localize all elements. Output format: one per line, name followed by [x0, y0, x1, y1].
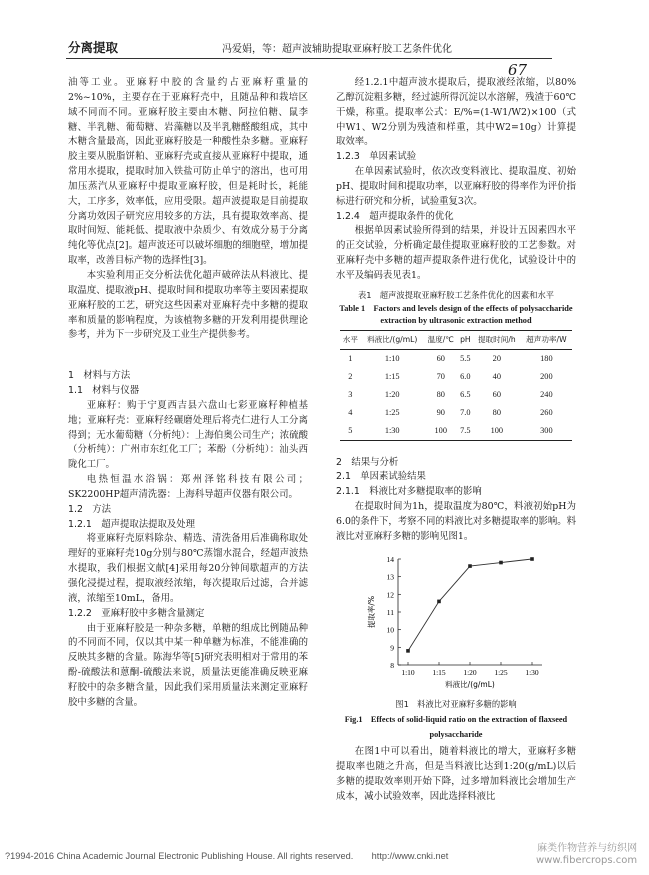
- table-cell: 60: [436, 353, 445, 363]
- subsection-heading: 1.2.1 超声提取法提取及处理: [68, 518, 195, 530]
- table-cell: 1:30: [361, 422, 424, 441]
- line-chart: [336, 547, 576, 697]
- paragraph: 油等工业。亚麻籽中胶的含量约占亚麻籽重量的2%~10%，主要存在于亚麻籽壳中，且随品种和栽培区域不同而不同。亚麻籽胶主要由木糖、阿拉伯糖、鼠李糖、半乳糖、葡萄糖、岩藻糖以及半乳糖醛酸组成，其中木糖含量最高，因此亚麻籽胶是一种酸性杂多糖。亚麻籽胶主要从脱脂饼粕、亚麻籽壳或直接从亚麻籽中提取，通常用水提取，提取时加入铁盐可防止单宁的溶出，也可用加压蒸汽从亚麻籽中提取亚麻籽胶，但是耗时长，耗能大，工序多，效率低，应用受限。超声波提取是目前提取分离功效因子研究应用较多的方法，具有提取效率高、提取时间短、能耗低、提取液中杂质少、有效成分易于分离纯化等优点[2]。超声波还可以破坏细胞的细胞壁，增加提取率，改善目标产物的选择性[3]。: [68, 77, 308, 267]
- paragraph: 本实验利用正交分析法优化超声破碎法从料液比、提取温度、提取液pH、提取时间和提取功率等主要因素提取亚麻籽胶的工艺，研究这些因素对亚麻籽壳中多糖的提取率和质量的影响程度，为该植物多糖的开发利用提供理论参考，并为下一步研究及工业生产提供参考。: [68, 269, 308, 341]
- table-cell: 240: [540, 389, 553, 399]
- table-cell: 1:15: [384, 371, 400, 381]
- figure-caption-en: Fig.1 Effects of solid-liquid ratio on the extraction of flaxseed: [344, 715, 568, 725]
- table-row: [340, 404, 572, 422]
- data-point: [406, 649, 410, 653]
- table-cell: 7.0: [460, 407, 471, 417]
- x-tick-label: 1:25: [494, 667, 508, 677]
- table-cell: 180: [540, 353, 553, 363]
- table-cell: 80: [436, 389, 445, 399]
- table-cell: 5: [340, 422, 361, 441]
- data-point: [468, 564, 472, 568]
- x-tick-label: 1:30: [525, 667, 539, 677]
- table-header-cell: 水平: [340, 330, 361, 349]
- table-cell: 5.5: [460, 353, 471, 363]
- y-tick-label: 9: [390, 642, 394, 652]
- section-heading: 1 材料与方法: [68, 370, 131, 382]
- paragraph: 在提取时间为1h，提取温度为80℃，料液初始pH为6.0的条件下，考察不同的料液比对多糖提取率的影响。料液比对亚麻籽多糖的影响见图1。: [336, 501, 576, 542]
- left-column: [68, 76, 308, 711]
- data-point: [499, 560, 503, 564]
- paragraph: 经1.2.1中超声波水提取后，提取液经浓缩，以80%乙醇沉淀粗多糖，经过滤所得沉淀以水溶解，残渣于60℃干燥，称重。提取率公式：E/%=(1-W1/W2)×100（式中W1、W2分别为残渣和样重，其中W2=10g）计算提取效率。: [336, 77, 576, 148]
- table-cell: 90: [436, 407, 445, 417]
- table-caption-en: extraction by ultrasonic extraction method: [380, 315, 532, 325]
- figure-1: [336, 547, 576, 697]
- table-cell: 20: [492, 353, 501, 363]
- copyright-footer: ?1994-2016 China Academic Journal Electronic Publishing House. All rights reserved. http://www.cnki.net: [5, 851, 449, 861]
- table-cell: 1:20: [384, 389, 400, 399]
- right-column: [336, 76, 576, 805]
- figure-caption-en: polysaccharide: [429, 730, 483, 740]
- x-tick-label: 1:15: [432, 667, 446, 677]
- table-cell: 4: [348, 407, 353, 417]
- table-header-cell: 提取时间/h: [473, 330, 521, 349]
- table-header-cell: 料液比/(g/mL): [361, 330, 424, 349]
- series-line: [408, 559, 532, 651]
- y-tick-label: 10: [386, 625, 394, 635]
- table-cell: 200: [540, 371, 553, 381]
- table-cell: 70: [436, 371, 445, 381]
- paragraph: 在单因素试验时，依次改变料液比、提取温度、初始pH、提取时间和提取功率，以亚麻籽胶的得率作为评价指标进行研究和分析，试验重复3次。: [336, 166, 576, 207]
- page-number: 67: [508, 61, 528, 79]
- table-cell: 80: [492, 407, 501, 417]
- figure-caption-cn: 图1 料液比对亚麻籽多糖的影响: [395, 698, 517, 709]
- table-cell: 1: [348, 353, 353, 363]
- table-cell: 60: [492, 389, 501, 399]
- table-cell: 7.5: [458, 422, 473, 441]
- data-point: [437, 599, 441, 603]
- table-cell: 300: [521, 422, 572, 441]
- data-point: [530, 557, 534, 561]
- subsection-heading: 1.2 方法: [68, 503, 112, 515]
- subsection-heading: 1.2.4 超声提取条件的优化: [336, 210, 454, 222]
- subsection-heading: 1.2.3 单因素试验: [336, 151, 417, 163]
- y-tick-label: 14: [386, 554, 394, 564]
- table-caption-cn: 表1 超声波提取亚麻籽胶工艺条件优化的因素和水平: [357, 289, 555, 300]
- subsection-heading: 2.1 单因素试验结果: [336, 471, 426, 483]
- subsection-heading: 1.1 材料与仪器: [68, 385, 140, 397]
- table-cell: 3: [348, 389, 353, 399]
- table-cell: 100: [473, 422, 521, 441]
- y-tick-label: 12: [386, 589, 394, 599]
- watermark-text: 麻类作物营养与纺织网: [537, 843, 638, 854]
- watermark: [536, 843, 637, 867]
- table-header-cell: 超声功率/W: [521, 330, 572, 349]
- table-row: [340, 422, 572, 441]
- table-caption-en: Table 1 Factors and levels design of the effects of polysaccharide: [339, 303, 573, 313]
- table-header-cell: pH: [458, 330, 473, 349]
- paragraph: 电热恒温水浴锅：郑州泽铭科技有限公司；SK2200HP超声清洗器：上海科导超声仪器有限公司。: [68, 474, 308, 500]
- table-row: [340, 349, 572, 368]
- table-cell: 260: [540, 407, 553, 417]
- subsection-heading: 2.1.1 料液比对多糖提取率的影响: [336, 486, 482, 498]
- table-cell: 2: [348, 371, 353, 381]
- factor-level-table: [340, 330, 572, 441]
- y-tick-label: 11: [386, 607, 394, 617]
- x-tick-label: 1:20: [463, 667, 477, 677]
- x-axis-label: 料液比/(g/mL): [445, 679, 495, 689]
- table-cell: 6.5: [460, 389, 471, 399]
- table-cell: 1:25: [384, 407, 400, 417]
- paragraph: 在图1中可以看出，随着料液比的增大，亚麻籽多糖提取率也随之升高，但是当料液比达到1:20(g/mL)以后多糖的提取效率则开始下降，过多增加料液比会增加生产成本，减小试验效率，因此选择料液比: [336, 746, 576, 802]
- header-rule: [66, 58, 552, 59]
- paragraph: 亚麻籽：购于宁夏西吉县六盘山七彩亚麻籽种植基地；亚麻籽壳：亚麻籽经碾磨处理后将壳仁进行人工分离得到；无水葡萄糖（分析纯）：上海伯奥公司生产；浓硫酸（分析纯）：广州市东红化工厂；苯酚（分析纯）：汕头西陇化工厂。: [68, 399, 308, 471]
- subsection-heading: 1.2.2 亚麻籽胶中多糖含量测定: [68, 607, 205, 619]
- paragraph: 根据单因素试验所得到的结果，并设计五因素四水平的正交试验，分析确定最佳提取亚麻籽胶的工艺参数。对亚麻籽壳中多糖的超声提取条件进行优化，试验设计中的水平及编码表见表1。: [336, 225, 576, 281]
- section-heading: 2 结果与分析: [336, 456, 399, 468]
- running-title: 冯爱娟，等：超声波辅助提取亚麻籽胶工艺条件优化: [222, 44, 452, 55]
- table-cell: 6.0: [460, 371, 471, 381]
- paragraph: 由于亚麻籽胶是一种杂多糖，单糖的组成比例随品种的不同而不同，仅以其中某一种单糖为标准，不能准确的反映其多糖的含量。陈海华等[5]研究表明相对于常用的苯酚-硫酸法和蒽酮-硫酸法来说，质量法更能准确反映亚麻籽胶中的杂多糖含量，因此我们采用质量法来测定亚麻籽胶中多糖的含量。: [68, 622, 308, 708]
- table-cell: 1:10: [384, 353, 400, 363]
- y-axis-label: 提取率/%: [367, 595, 376, 628]
- table-row: [340, 368, 572, 386]
- table-row: [340, 386, 572, 404]
- x-tick-label: 1:10: [401, 667, 415, 677]
- y-tick-label: 13: [386, 572, 394, 582]
- table-cell: 40: [492, 371, 501, 381]
- table-header-cell: 温度/℃: [424, 330, 458, 349]
- paragraph: 将亚麻籽壳原料除杂、精选、清洗备用后准确称取处理好的亚麻籽壳10g分别与80℃蒸馏水混合，经超声波热水提取，我们根据文献[4]采用每20分钟间歇超声的方法强化浸提过程，提取液经浓缩，每次提取后过滤，合并滤液，浓缩至10mL，备用。: [68, 533, 308, 604]
- y-tick-label: 8: [390, 660, 394, 670]
- watermark-url: www.fibercrops.com: [536, 855, 638, 866]
- journal-section-label: 分离提取: [68, 40, 119, 55]
- table-cell: 100: [424, 422, 458, 441]
